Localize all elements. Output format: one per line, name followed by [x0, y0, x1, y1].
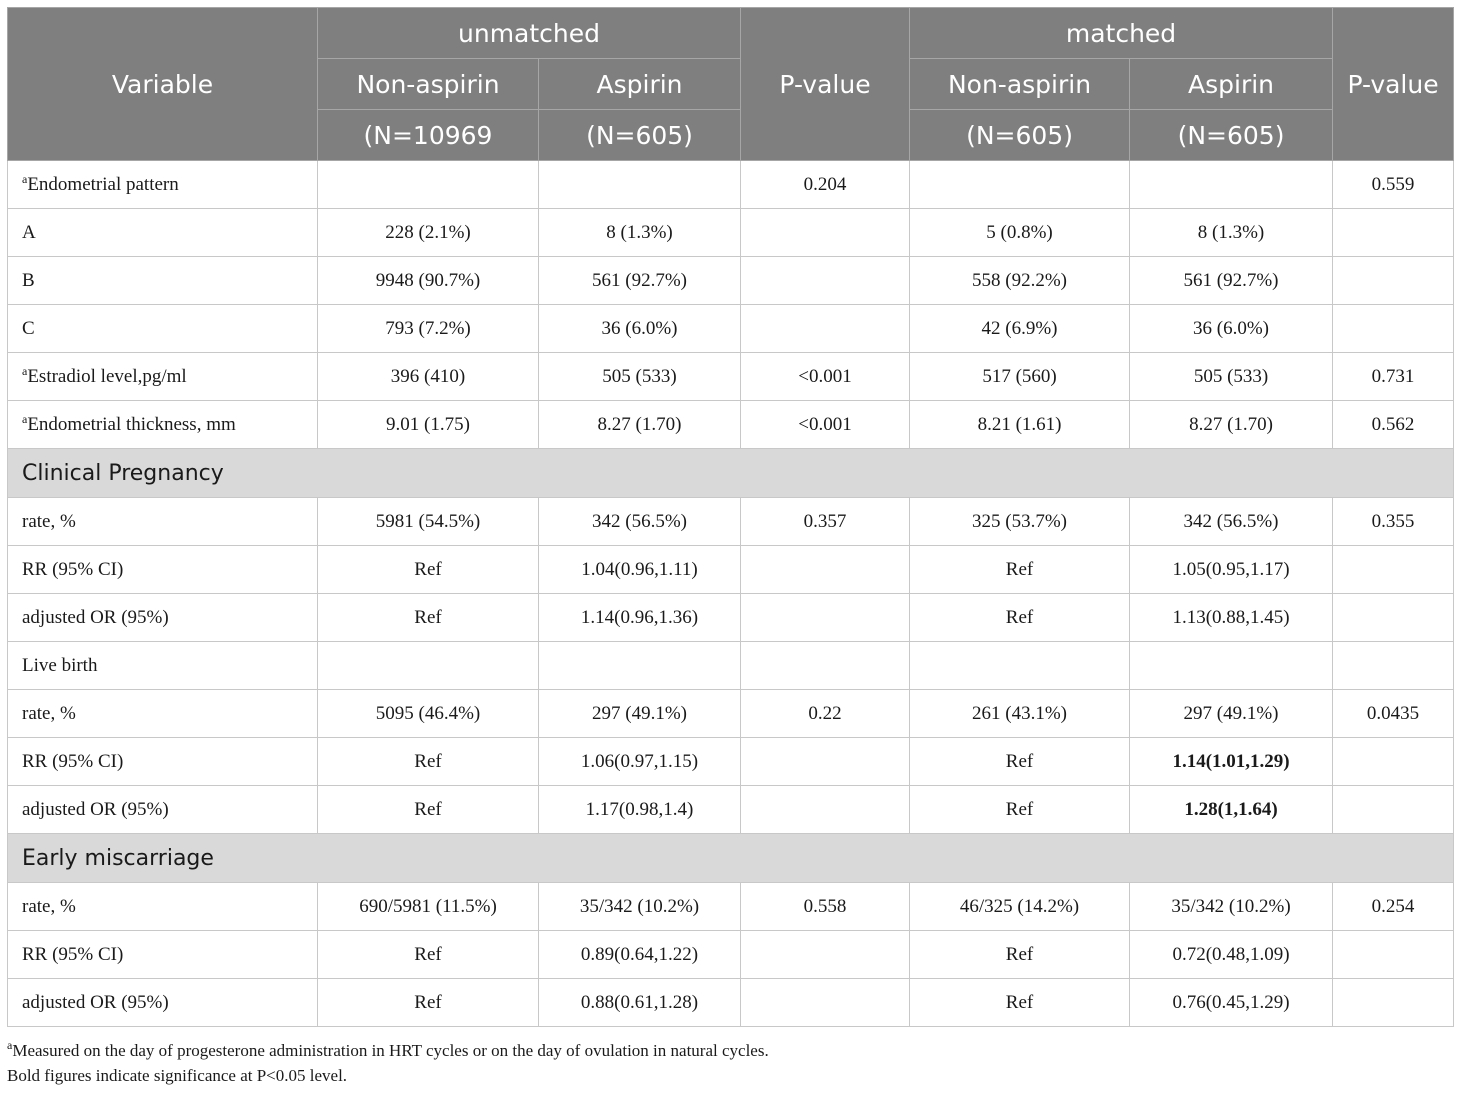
footnote-marker: a — [22, 171, 28, 186]
cell-unmatched-non-aspirin: 9948 (90.7%) — [318, 257, 539, 305]
footnote-significance: Bold figures indicate significance at P<0.05 level. — [7, 1066, 348, 1085]
cell-matched-aspirin: 1.14(1.01,1.29) — [1130, 738, 1333, 786]
table-row — [8, 498, 1454, 546]
cell-matched-aspirin — [1130, 161, 1333, 209]
cell-matched-non-aspirin: Ref — [910, 594, 1130, 642]
cell-matched-aspirin: 8.27 (1.70) — [1130, 401, 1333, 449]
cell-matched-aspirin: 8 (1.3%) — [1130, 209, 1333, 257]
cell-unmatched-pvalue: 0.22 — [741, 690, 910, 738]
table-row — [8, 594, 1454, 642]
row-variable — [8, 353, 318, 401]
section-title: Clinical Pregnancy — [8, 449, 1454, 498]
row-variable — [8, 305, 318, 353]
cell-matched-aspirin: 342 (56.5%) — [1130, 498, 1333, 546]
footnote-measurement-text: Measured on the day of progesterone administration in HRT cycles or on the day of ovulation in natural cycles. — [12, 1041, 769, 1060]
cell-unmatched-non-aspirin — [318, 642, 539, 690]
cell-unmatched-non-aspirin: 5095 (46.4%) — [318, 690, 539, 738]
row-label: Live birth — [22, 654, 98, 676]
table-header — [8, 8, 1454, 161]
header-unmatched-aspirin-n: (N=605) — [539, 110, 741, 161]
table-row — [8, 353, 1454, 401]
section-row — [8, 834, 1454, 883]
header-matched-non-aspirin-n: (N=605) — [910, 110, 1130, 161]
table-row — [8, 642, 1454, 690]
cell-unmatched-aspirin: 1.17(0.98,1.4) — [539, 786, 741, 834]
row-variable — [8, 883, 318, 931]
cell-unmatched-aspirin: 505 (533) — [539, 353, 741, 401]
header-unmatched-aspirin: Aspirin — [539, 59, 741, 110]
row-variable — [8, 257, 318, 305]
cell-matched-aspirin: 505 (533) — [1130, 353, 1333, 401]
cell-matched-aspirin: 36 (6.0%) — [1130, 305, 1333, 353]
cell-matched-pvalue — [1333, 931, 1454, 979]
cell-unmatched-pvalue — [741, 931, 910, 979]
cell-matched-non-aspirin: 8.21 (1.61) — [910, 401, 1130, 449]
cell-unmatched-pvalue: 0.204 — [741, 161, 910, 209]
cell-unmatched-pvalue — [741, 305, 910, 353]
cell-matched-non-aspirin: Ref — [910, 546, 1130, 594]
cell-unmatched-pvalue — [741, 738, 910, 786]
cell-unmatched-pvalue — [741, 546, 910, 594]
table-row — [8, 257, 1454, 305]
row-variable — [8, 979, 318, 1027]
cell-matched-non-aspirin: Ref — [910, 738, 1130, 786]
header-unmatched-non-aspirin-n: (N=10969 — [318, 110, 539, 161]
cell-matched-non-aspirin: Ref — [910, 931, 1130, 979]
cell-matched-aspirin: 561 (92.7%) — [1130, 257, 1333, 305]
cell-unmatched-pvalue — [741, 642, 910, 690]
cell-matched-pvalue: 0.562 — [1333, 401, 1454, 449]
row-label: adjusted OR (95%) — [22, 606, 169, 628]
cell-unmatched-non-aspirin: Ref — [318, 979, 539, 1027]
cell-unmatched-aspirin: 35/342 (10.2%) — [539, 883, 741, 931]
cell-unmatched-non-aspirin: Ref — [318, 931, 539, 979]
row-label: rate, % — [22, 702, 76, 724]
row-variable — [8, 161, 318, 209]
table-row — [8, 738, 1454, 786]
footnote-marker: a — [22, 363, 28, 378]
cell-unmatched-pvalue — [741, 257, 910, 305]
cell-matched-non-aspirin: 42 (6.9%) — [910, 305, 1130, 353]
row-variable — [8, 931, 318, 979]
cell-unmatched-non-aspirin: 396 (410) — [318, 353, 539, 401]
row-label: RR (95% CI) — [22, 558, 124, 580]
cell-matched-non-aspirin: 325 (53.7%) — [910, 498, 1130, 546]
cell-matched-non-aspirin: 517 (560) — [910, 353, 1130, 401]
cell-unmatched-pvalue — [741, 209, 910, 257]
cell-unmatched-non-aspirin: 228 (2.1%) — [318, 209, 539, 257]
cell-matched-aspirin: 1.13(0.88,1.45) — [1130, 594, 1333, 642]
cell-unmatched-aspirin: 342 (56.5%) — [539, 498, 741, 546]
results-table — [7, 7, 1454, 1027]
cell-matched-non-aspirin: 5 (0.8%) — [910, 209, 1130, 257]
table-row — [8, 161, 1454, 209]
cell-matched-pvalue — [1333, 979, 1454, 1027]
cell-matched-non-aspirin: 46/325 (14.2%) — [910, 883, 1130, 931]
header-matched: matched — [910, 8, 1333, 59]
row-variable — [8, 690, 318, 738]
cell-matched-aspirin: 1.28(1,1.64) — [1130, 786, 1333, 834]
cell-unmatched-aspirin: 0.89(0.64,1.22) — [539, 931, 741, 979]
header-matched-aspirin-n: (N=605) — [1130, 110, 1333, 161]
row-variable — [8, 738, 318, 786]
section-title: Early miscarriage — [8, 834, 1454, 883]
cell-unmatched-aspirin — [539, 642, 741, 690]
cell-unmatched-aspirin: 36 (6.0%) — [539, 305, 741, 353]
cell-unmatched-non-aspirin: 793 (7.2%) — [318, 305, 539, 353]
cell-matched-pvalue: 0.731 — [1333, 353, 1454, 401]
cell-unmatched-aspirin: 0.88(0.61,1.28) — [539, 979, 741, 1027]
cell-unmatched-aspirin: 1.06(0.97,1.15) — [539, 738, 741, 786]
cell-matched-pvalue: 0.0435 — [1333, 690, 1454, 738]
header-unmatched-non-aspirin: Non-aspirin — [318, 59, 539, 110]
table-row — [8, 979, 1454, 1027]
row-variable — [8, 546, 318, 594]
cell-unmatched-non-aspirin: 9.01 (1.75) — [318, 401, 539, 449]
header-pvalue-unmatched: P-value — [741, 8, 910, 161]
row-label: adjusted OR (95%) — [22, 991, 169, 1013]
row-label: rate, % — [22, 895, 76, 917]
cell-matched-non-aspirin: Ref — [910, 979, 1130, 1027]
cell-unmatched-aspirin: 1.14(0.96,1.36) — [539, 594, 741, 642]
cell-unmatched-non-aspirin: Ref — [318, 786, 539, 834]
table-row — [8, 931, 1454, 979]
section-row — [8, 449, 1454, 498]
cell-unmatched-non-aspirin: Ref — [318, 738, 539, 786]
row-label: Estradiol level,pg/ml — [27, 365, 187, 387]
cell-unmatched-pvalue — [741, 786, 910, 834]
row-label: A — [22, 221, 36, 243]
table-row — [8, 690, 1454, 738]
header-pvalue-matched: P-value — [1333, 8, 1454, 161]
cell-matched-pvalue — [1333, 305, 1454, 353]
cell-matched-pvalue: 0.559 — [1333, 161, 1454, 209]
row-label: RR (95% CI) — [22, 943, 124, 965]
cell-matched-aspirin: 297 (49.1%) — [1130, 690, 1333, 738]
row-label: rate, % — [22, 510, 76, 532]
cell-matched-aspirin — [1130, 642, 1333, 690]
row-label: Endometrial thickness, mm — [27, 413, 236, 435]
table-row — [8, 883, 1454, 931]
header-variable: Variable — [8, 8, 318, 161]
cell-matched-non-aspirin — [910, 642, 1130, 690]
cell-unmatched-aspirin: 8.27 (1.70) — [539, 401, 741, 449]
cell-unmatched-non-aspirin: Ref — [318, 594, 539, 642]
cell-unmatched-aspirin: 1.04(0.96,1.11) — [539, 546, 741, 594]
cell-unmatched-pvalue — [741, 594, 910, 642]
header-matched-non-aspirin: Non-aspirin — [910, 59, 1130, 110]
table-row — [8, 401, 1454, 449]
row-label: adjusted OR (95%) — [22, 798, 169, 820]
cell-unmatched-pvalue: 0.558 — [741, 883, 910, 931]
row-variable — [8, 786, 318, 834]
row-variable — [8, 642, 318, 690]
row-label: B — [22, 269, 35, 291]
row-label: C — [22, 317, 35, 339]
cell-unmatched-non-aspirin: 5981 (54.5%) — [318, 498, 539, 546]
row-variable — [8, 209, 318, 257]
cell-matched-pvalue: 0.254 — [1333, 883, 1454, 931]
cell-matched-pvalue: 0.355 — [1333, 498, 1454, 546]
cell-matched-non-aspirin: 261 (43.1%) — [910, 690, 1130, 738]
cell-matched-aspirin: 0.72(0.48,1.09) — [1130, 931, 1333, 979]
cell-unmatched-non-aspirin: Ref — [318, 546, 539, 594]
cell-unmatched-non-aspirin: 690/5981 (11.5%) — [318, 883, 539, 931]
cell-matched-aspirin: 0.76(0.45,1.29) — [1130, 979, 1333, 1027]
cell-unmatched-pvalue — [741, 979, 910, 1027]
cell-matched-aspirin: 1.05(0.95,1.17) — [1130, 546, 1333, 594]
footnote-marker: a — [22, 411, 28, 426]
table-body — [8, 161, 1454, 1027]
row-variable — [8, 498, 318, 546]
header-matched-aspirin: Aspirin — [1130, 59, 1333, 110]
cell-matched-pvalue — [1333, 209, 1454, 257]
cell-matched-pvalue — [1333, 546, 1454, 594]
footnote-measurement — [7, 1038, 769, 1061]
cell-unmatched-pvalue: 0.357 — [741, 498, 910, 546]
cell-unmatched-aspirin: 8 (1.3%) — [539, 209, 741, 257]
table-row — [8, 786, 1454, 834]
cell-matched-pvalue — [1333, 786, 1454, 834]
cell-matched-pvalue — [1333, 594, 1454, 642]
cell-unmatched-aspirin — [539, 161, 741, 209]
cell-matched-pvalue — [1333, 738, 1454, 786]
row-variable — [8, 594, 318, 642]
table-row — [8, 546, 1454, 594]
cell-matched-non-aspirin — [910, 161, 1130, 209]
cell-unmatched-non-aspirin — [318, 161, 539, 209]
cell-matched-aspirin: 35/342 (10.2%) — [1130, 883, 1333, 931]
row-label: Endometrial pattern — [27, 173, 179, 195]
table-row — [8, 305, 1454, 353]
cell-matched-non-aspirin: 558 (92.2%) — [910, 257, 1130, 305]
cell-matched-pvalue — [1333, 257, 1454, 305]
cell-unmatched-aspirin: 561 (92.7%) — [539, 257, 741, 305]
table-row — [8, 209, 1454, 257]
cell-unmatched-aspirin: 297 (49.1%) — [539, 690, 741, 738]
header-unmatched: unmatched — [318, 8, 741, 59]
cell-matched-pvalue — [1333, 642, 1454, 690]
footnote-marker: a — [7, 1038, 13, 1052]
cell-matched-non-aspirin: Ref — [910, 786, 1130, 834]
row-label: RR (95% CI) — [22, 750, 124, 772]
cell-unmatched-pvalue: <0.001 — [741, 401, 910, 449]
cell-unmatched-pvalue: <0.001 — [741, 353, 910, 401]
row-variable — [8, 401, 318, 449]
